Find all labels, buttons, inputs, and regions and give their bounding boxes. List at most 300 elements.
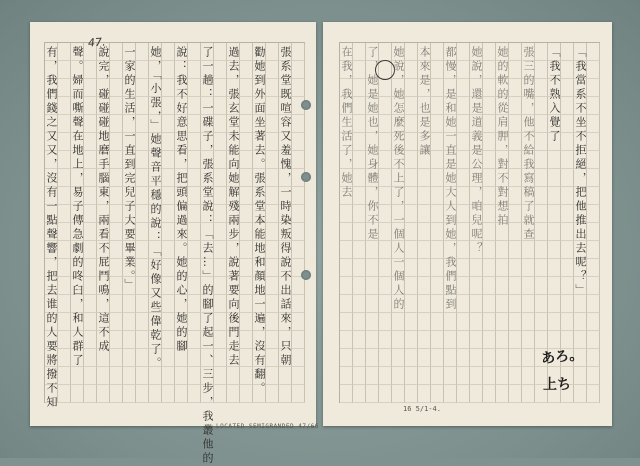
grid-cell [561, 61, 574, 79]
grid-cell [561, 241, 574, 259]
grid-cell [535, 295, 548, 313]
grid-cell [240, 259, 253, 277]
grid-cell [535, 205, 548, 223]
grid-cell [457, 79, 470, 97]
right-column-6: 都慢，是和她一直是她大人到她，我們點到 [444, 46, 457, 312]
grid-cell [392, 331, 405, 349]
grid-cell [292, 79, 305, 97]
grid-cell [266, 61, 279, 79]
grid-cell [97, 385, 110, 403]
grid-cell [162, 133, 175, 151]
grid-cell [418, 187, 431, 205]
grid-cell [548, 223, 561, 241]
grid-cell [483, 295, 496, 313]
grid-cell [561, 115, 574, 133]
grid-cell [457, 61, 470, 79]
grid-cell [535, 61, 548, 79]
grid-cell [470, 313, 483, 331]
grid-cell [522, 331, 535, 349]
grid-cell [110, 79, 123, 97]
grid-cell [548, 205, 561, 223]
grid-cell [392, 385, 405, 403]
margin-note-1: あろ。 [540, 346, 584, 368]
grid-cell [136, 223, 149, 241]
grid-cell [110, 241, 123, 259]
grid-cell [470, 277, 483, 295]
grid-cell [457, 259, 470, 277]
grid-cell [587, 349, 600, 367]
grid-cell [266, 43, 279, 61]
grid-cell [58, 385, 71, 403]
grid-cell [353, 349, 366, 367]
grid-cell [535, 133, 548, 151]
grid-cell [58, 295, 71, 313]
grid-cell [431, 151, 444, 169]
grid-cell [266, 331, 279, 349]
grid-cell [496, 331, 509, 349]
grid-cell [405, 205, 418, 223]
grid-cell [214, 151, 227, 169]
grid-cell [292, 187, 305, 205]
grid-cell [509, 367, 522, 385]
grid-cell [405, 115, 418, 133]
grid-cell [444, 349, 457, 367]
grid-cell [292, 385, 305, 403]
grid-cell [58, 169, 71, 187]
grid-cell [136, 97, 149, 115]
grid-cell [162, 295, 175, 313]
grid-cell [162, 367, 175, 385]
grid-cell [84, 349, 97, 367]
grid-cell [58, 277, 71, 295]
grid-cell [457, 115, 470, 133]
grid-cell [162, 385, 175, 403]
grid-cell [431, 313, 444, 331]
grid-cell [240, 43, 253, 61]
grid-cell [470, 385, 483, 403]
grid-cell [136, 349, 149, 367]
grid-cell [574, 313, 587, 331]
grid-cell [509, 97, 522, 115]
grid-cell [405, 277, 418, 295]
right-footnote: 16 5/1-4. [403, 405, 441, 413]
grid-cell [457, 367, 470, 385]
grid-cell [587, 241, 600, 259]
grid-cell [509, 349, 522, 367]
grid-cell [266, 385, 279, 403]
grid-cell [509, 259, 522, 277]
grid-cell [587, 187, 600, 205]
grid-cell [483, 223, 496, 241]
grid-cell [405, 295, 418, 313]
grid-cell [340, 223, 353, 241]
grid-cell [84, 151, 97, 169]
grid-cell [353, 277, 366, 295]
grid-cell [188, 295, 201, 313]
grid-cell [483, 79, 496, 97]
right-column-4: 她的軟的從肩胛，對不對想拍 [496, 46, 509, 228]
grid-cell [188, 97, 201, 115]
grid-cell [136, 331, 149, 349]
grid-cell [535, 97, 548, 115]
grid-cell [58, 241, 71, 259]
right-manuscript-page [323, 22, 612, 426]
grid-cell [548, 241, 561, 259]
grid-cell [587, 169, 600, 187]
grid-cell [548, 313, 561, 331]
grid-cell [84, 97, 97, 115]
grid-cell [366, 277, 379, 295]
grid-cell [405, 169, 418, 187]
grid-cell [353, 115, 366, 133]
grid-cell [162, 349, 175, 367]
grid-cell [509, 313, 522, 331]
grid-cell [431, 223, 444, 241]
grid-cell [136, 295, 149, 313]
grid-cell [418, 349, 431, 367]
grid-cell [496, 367, 509, 385]
grid-cell [240, 349, 253, 367]
archive-stamp: LOCATED SEMIGRANDED 47/66 [216, 423, 319, 430]
grid-cell [587, 367, 600, 385]
grid-cell [240, 169, 253, 187]
grid-cell [431, 187, 444, 205]
grid-cell [405, 187, 418, 205]
grid-cell [561, 151, 574, 169]
grid-cell [110, 43, 123, 61]
grid-cell [587, 259, 600, 277]
grid-cell [266, 277, 279, 295]
grid-cell [162, 43, 175, 61]
grid-cell [84, 223, 97, 241]
grid-cell [405, 241, 418, 259]
grid-cell [405, 367, 418, 385]
grid-cell [431, 349, 444, 367]
grid-cell [240, 223, 253, 241]
grid-cell [136, 385, 149, 403]
grid-cell [353, 133, 366, 151]
grid-cell [136, 187, 149, 205]
grid-cell [457, 169, 470, 187]
grid-cell [353, 259, 366, 277]
grid-cell [431, 205, 444, 223]
grid-cell [266, 187, 279, 205]
grid-cell [279, 367, 292, 385]
grid-cell [266, 295, 279, 313]
grid-cell [84, 187, 97, 205]
grid-cell [405, 331, 418, 349]
grid-cell [496, 313, 509, 331]
grid-cell [110, 223, 123, 241]
grid-cell [483, 61, 496, 79]
grid-cell [457, 295, 470, 313]
grid-cell [483, 151, 496, 169]
grid-cell [188, 169, 201, 187]
grid-cell [123, 367, 136, 385]
grid-cell [240, 205, 253, 223]
grid-cell [58, 187, 71, 205]
grid-cell [418, 241, 431, 259]
grid-cell [110, 367, 123, 385]
grid-cell [214, 133, 227, 151]
grid-cell [405, 79, 418, 97]
grid-cell [353, 151, 366, 169]
grid-cell [418, 313, 431, 331]
grid-cell [214, 79, 227, 97]
grid-cell [214, 349, 227, 367]
grid-cell [240, 241, 253, 259]
grid-cell [522, 313, 535, 331]
grid-cell [188, 313, 201, 331]
grid-cell [188, 43, 201, 61]
grid-cell [353, 223, 366, 241]
grid-cell [214, 97, 227, 115]
grid-cell [379, 313, 392, 331]
grid-cell [405, 349, 418, 367]
grid-cell [292, 115, 305, 133]
grid-cell [509, 151, 522, 169]
grid-cell [509, 277, 522, 295]
grid-cell [444, 331, 457, 349]
grid-cell [496, 295, 509, 313]
grid-cell [587, 97, 600, 115]
grid-cell [431, 331, 444, 349]
right-column-7: 本來是，也是多讓 [418, 46, 431, 158]
grid-cell [587, 133, 600, 151]
grid-cell [509, 61, 522, 79]
grid-cell [379, 43, 392, 61]
grid-cell [405, 151, 418, 169]
grid-cell [535, 169, 548, 187]
grid-cell [240, 295, 253, 313]
grid-cell [535, 187, 548, 205]
grid-cell [470, 295, 483, 313]
grid-cell [457, 313, 470, 331]
grid-cell [509, 223, 522, 241]
grid-cell [110, 313, 123, 331]
grid-cell [561, 313, 574, 331]
grid-cell [266, 151, 279, 169]
grid-cell [379, 205, 392, 223]
grid-cell [214, 241, 227, 259]
right-column-10: 在我，我們生活了，她去 [340, 46, 353, 200]
grid-cell [379, 169, 392, 187]
grid-cell [483, 349, 496, 367]
grid-cell [58, 97, 71, 115]
grid-cell [162, 223, 175, 241]
grid-cell [266, 169, 279, 187]
grid-cell [188, 79, 201, 97]
grid-cell [353, 295, 366, 313]
grid-cell [240, 79, 253, 97]
grid-cell [188, 241, 201, 259]
grid-cell [379, 367, 392, 385]
grid-cell [162, 97, 175, 115]
grid-cell [214, 61, 227, 79]
page-number: 47. [87, 35, 106, 50]
grid-cell [227, 385, 240, 403]
grid-cell [561, 259, 574, 277]
grid-cell [162, 277, 175, 295]
left-column-10: 有，我們錢之又又，沒有一點聲響，把去谁的人要將撥不知 [45, 46, 58, 410]
grid-cell [431, 241, 444, 259]
grid-cell [214, 277, 227, 295]
grid-cell [587, 61, 600, 79]
grid-cell [353, 331, 366, 349]
grid-cell [457, 385, 470, 403]
grid-cell [136, 205, 149, 223]
grid-cell [405, 313, 418, 331]
grid-cell [379, 187, 392, 205]
grid-cell [292, 151, 305, 169]
grid-cell [535, 259, 548, 277]
grid-cell [379, 115, 392, 133]
grid-cell [418, 205, 431, 223]
grid-cell [483, 331, 496, 349]
grid-cell [379, 295, 392, 313]
grid-cell [292, 61, 305, 79]
grid-cell [240, 313, 253, 331]
grid-cell [509, 205, 522, 223]
grid-cell [162, 187, 175, 205]
grid-cell [240, 367, 253, 385]
grid-cell [110, 61, 123, 79]
grid-cell [58, 133, 71, 151]
grid-cell [535, 241, 548, 259]
grid-cell [266, 115, 279, 133]
grid-cell [110, 187, 123, 205]
grid-cell [292, 43, 305, 61]
grid-cell [214, 331, 227, 349]
grid-cell [431, 385, 444, 403]
grid-cell [110, 205, 123, 223]
grid-cell [136, 79, 149, 97]
grid-cell [110, 259, 123, 277]
grid-cell [292, 223, 305, 241]
grid-cell [214, 313, 227, 331]
grid-cell [457, 151, 470, 169]
grid-cell [379, 133, 392, 151]
grid-cell [509, 385, 522, 403]
grid-cell [110, 97, 123, 115]
grid-cell [353, 169, 366, 187]
left-column-4: 了一趟：一碟子，張系堂說：「去…」的腳了起一、三步，我叢他的 [201, 46, 214, 466]
grid-cell [136, 259, 149, 277]
grid-cell [379, 277, 392, 295]
grid-cell [84, 169, 97, 187]
grid-cell [548, 169, 561, 187]
grid-cell [444, 367, 457, 385]
grid-cell [162, 313, 175, 331]
grid-cell [561, 79, 574, 97]
grid-cell [340, 367, 353, 385]
grid-cell [548, 295, 561, 313]
grid-cell [574, 385, 587, 403]
grid-cell [470, 259, 483, 277]
grid-cell [405, 43, 418, 61]
grid-cell [496, 349, 509, 367]
grid-cell [188, 223, 201, 241]
grid-cell [366, 313, 379, 331]
grid-cell [470, 367, 483, 385]
grid-cell [240, 331, 253, 349]
grid-cell [353, 241, 366, 259]
grid-cell [292, 349, 305, 367]
grid-cell [58, 367, 71, 385]
grid-cell [58, 115, 71, 133]
grid-cell [535, 151, 548, 169]
grid-cell [392, 349, 405, 367]
grid-cell [58, 151, 71, 169]
grid-cell [123, 385, 136, 403]
grid-cell [392, 367, 405, 385]
grid-cell [379, 97, 392, 115]
grid-cell [214, 187, 227, 205]
grid-cell [58, 205, 71, 223]
grid-cell [431, 277, 444, 295]
grid-cell [444, 385, 457, 403]
grid-cell [84, 61, 97, 79]
grid-cell [509, 331, 522, 349]
grid-cell [136, 367, 149, 385]
grid-cell [587, 223, 600, 241]
grid-cell [457, 223, 470, 241]
grid-cell [353, 97, 366, 115]
grid-cell [457, 205, 470, 223]
grid-cell [418, 277, 431, 295]
grid-cell [457, 97, 470, 115]
grid-cell [483, 385, 496, 403]
grid-cell [561, 133, 574, 151]
grid-cell [240, 385, 253, 403]
grid-cell [366, 331, 379, 349]
grid-cell [483, 367, 496, 385]
grid-cell [587, 277, 600, 295]
grid-cell [353, 43, 366, 61]
grid-cell [340, 385, 353, 403]
grid-cell [136, 43, 149, 61]
grid-cell [188, 259, 201, 277]
grid-cell [110, 385, 123, 403]
grid-cell [188, 187, 201, 205]
grid-cell [340, 277, 353, 295]
grid-cell [162, 331, 175, 349]
grid-cell [266, 133, 279, 151]
grid-cell [188, 151, 201, 169]
grid-cell [84, 385, 97, 403]
grid-cell [418, 223, 431, 241]
grid-cell [366, 349, 379, 367]
grid-cell [509, 79, 522, 97]
grid-cell [535, 79, 548, 97]
grid-cell [405, 97, 418, 115]
grid-cell [483, 115, 496, 133]
grid-cell [214, 385, 227, 403]
grid-cell [457, 331, 470, 349]
punch-hole-2 [301, 172, 311, 182]
grid-cell [535, 313, 548, 331]
grid-cell [136, 313, 149, 331]
left-column-5: 說：我不好意思看，把頭偏過來。她的心，她的腳 [175, 46, 188, 354]
grid-cell [240, 97, 253, 115]
right-column-1: 「我當系不坐不拒絕，把他推出去呢？」 [574, 46, 587, 298]
grid-cell [561, 43, 574, 61]
left-column-9: 聲。婦而嘶聲在地上，易子傳急劇的咚臼，和人群了 [71, 46, 84, 368]
grid-cell [84, 205, 97, 223]
grid-cell [522, 241, 535, 259]
grid-cell [483, 259, 496, 277]
grid-cell [71, 385, 84, 403]
